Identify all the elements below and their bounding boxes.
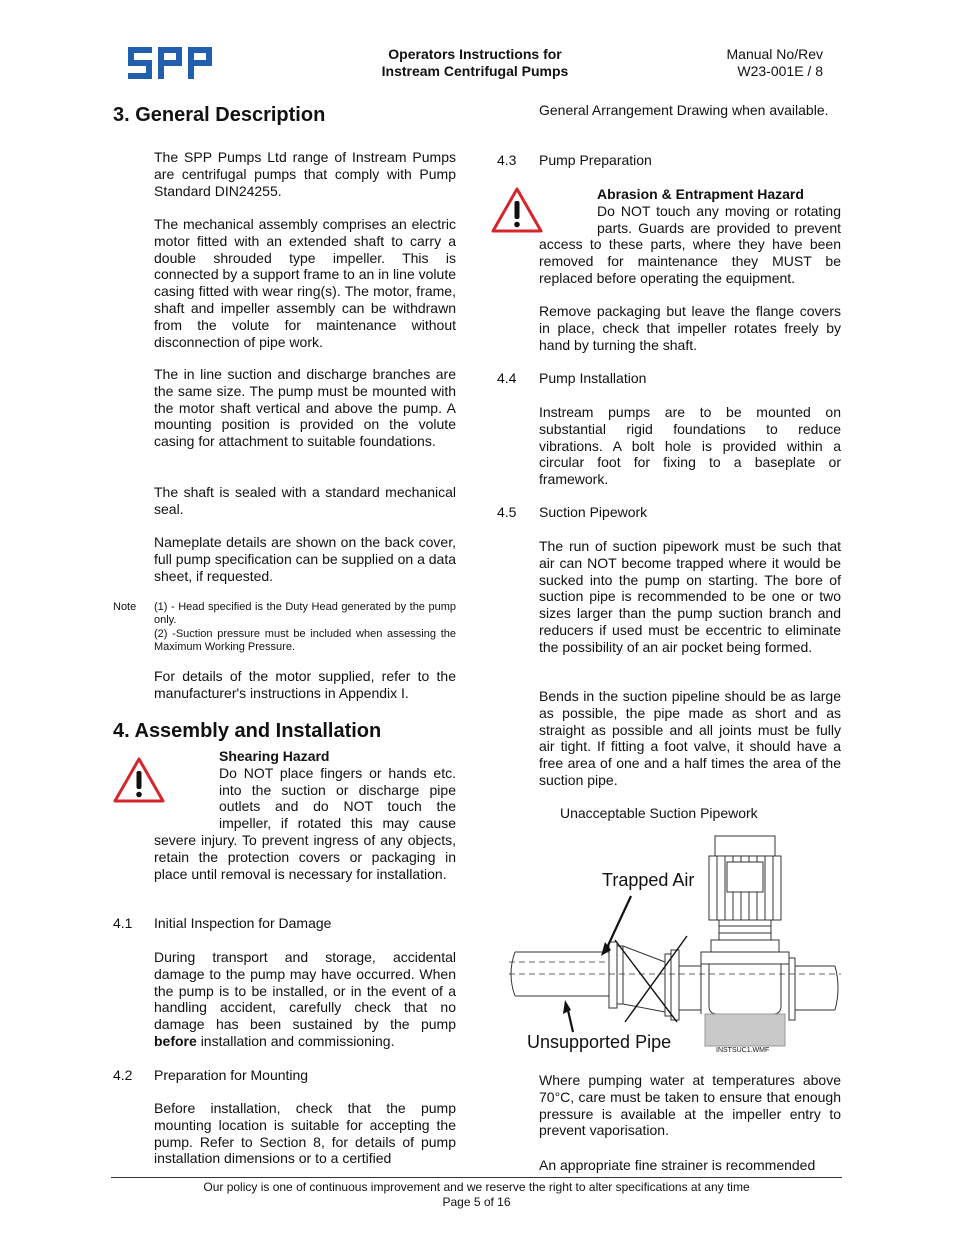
s44-title: Pump Installation xyxy=(539,370,647,386)
s42-text-continued: General Arrangement Drawing when available. xyxy=(539,102,829,118)
shearing-hazard-title: Shearing Hazard xyxy=(219,748,330,764)
section3-heading: 3. General Description xyxy=(113,104,326,126)
s3-para5: Nameplate details are shown on the back cover, full pump specification can be supplied on a data sheet, if requested. xyxy=(154,534,456,584)
s41-text: During transport and storage, accidental damage to the pump may have occurred. When the pump is to be installed, or in the event of a handling accident, carefully check that no damage has been sustained by the pump before installation and commissioning. xyxy=(154,949,456,1049)
s3-para2: The mechanical assembly comprises an electric motor fitted with an extended shaft to carry a double shrouded type impeller. This is connected by a support frame to an in line volute casing fitted with wear ring(s). The motor, frame, shaft and impeller assembly can be withdrawn from the volute for maintenance without disconnection of pipe work. xyxy=(154,216,456,350)
warning-triangle-icon xyxy=(490,186,544,234)
s43-number: 4.3 xyxy=(497,152,517,168)
suction-pipework-figure xyxy=(505,800,845,1060)
figure-caption: Unacceptable Suction Pipework xyxy=(560,805,758,821)
manual-label: Manual No/Rev xyxy=(726,46,823,62)
figure-file-name: INSTSUC1.WMF xyxy=(716,1047,770,1054)
s45-text1: The run of suction pipework must be such that air can NOT become trapped where it would be sucked into the pump on starting. The bore of suction pipe is recommended to be one or two sizes larger than the pump suction branch and reducers if used must be eccentric to eliminate the possibility of an air pocket being formed. xyxy=(539,538,841,655)
s3-para3: The in line suction and discharge branches are the same size. The pump must be mounted with the motor shaft vertical and above the pump. A mounting position is provided on the volute casing for attachment to suitable foundations. xyxy=(154,366,456,450)
header-title-line1: Operators Instructions for xyxy=(388,46,562,62)
footer-policy: Our policy is one of continuous improvement and we reserve the right to alter specifications at any time xyxy=(203,1180,750,1194)
s45-text4: An appropriate fine strainer is recommended xyxy=(539,1157,816,1173)
trapped-air-label: Trapped Air xyxy=(602,870,695,890)
shearing-hazard-text: Do NOT place fingers or hands etc. into the suction or discharge pipe outlets and do NOT touch the impeller, if rotated this may cause severe injury. To prevent ingress of any objects, retain the protection covers or packaging in place until removal is necessary for installation. xyxy=(154,764,456,882)
s42-text: Before installation, check that the pump mounting location is suitable for accepting the pump. Refer to Section 8, for details of pump installation dimensions or to a certified xyxy=(154,1100,456,1167)
abrasion-hazard-title: Abrasion & Entrapment Hazard xyxy=(597,186,804,202)
note-label: Note xyxy=(113,601,137,613)
spp-logo xyxy=(128,47,212,79)
s42-title: Preparation for Mounting xyxy=(154,1067,309,1083)
s44-number: 4.4 xyxy=(497,370,517,386)
s45-text2: Bends in the suction pipeline should be as large as possible, the pipe made as short and as straight as possible and all joints must be fully air tight. If fitting a foot valve, it should have a free area of one and a half times the area of the suction pipe. xyxy=(539,688,841,788)
section4-heading: 4. Assembly and Installation xyxy=(113,720,382,742)
header-title-line2: Instream Centrifugal Pumps xyxy=(381,63,569,79)
s42-number: 4.2 xyxy=(113,1067,133,1083)
s45-title: Suction Pipework xyxy=(539,504,648,520)
footer-divider xyxy=(111,1177,842,1178)
s41-number: 4.1 xyxy=(113,915,133,931)
s41-title: Initial Inspection for Damage xyxy=(154,915,332,931)
s45-text3: Where pumping water at temperatures above 70°C, care must be taken to ensure that enough pressure is available at the impeller entry to prevent vaporisation. xyxy=(539,1072,841,1139)
note-1: (1) - Head specified is the Duty Head generated by the pump only. xyxy=(154,601,456,626)
page-number: Page 5 of 16 xyxy=(442,1195,511,1209)
s3-para6: For details of the motor supplied, refer to the manufacturer's instructions in Appendix I. xyxy=(154,668,456,701)
s44-text: Instream pumps are to be mounted on substantial rigid foundations to reduce vibrations. A bolt hole is provided within a circular foot for fixing to a baseplate or framework. xyxy=(539,404,841,488)
s43-title: Pump Preparation xyxy=(539,152,652,168)
note-2: (2) -Suction pressure must be included when assessing the Maximum Working Pressure. xyxy=(154,628,456,653)
s3-para1: The SPP Pumps Ltd range of Instream Pumps are centrifugal pumps that comply with Pump Standard DIN24255. xyxy=(154,149,456,199)
abrasion-hazard-text: Do NOT touch any moving or rotating parts. Guards are provided to prevent access to these parts, where they have been removed for maintenance they MUST be replaced before operating the equipment. xyxy=(539,202,841,286)
unsupported-pipe-label: Unsupported Pipe xyxy=(527,1032,672,1052)
s3-para4: The shaft is sealed with a standard mechanical seal. xyxy=(154,484,456,517)
s43-text: Remove packaging but leave the flange covers in place, check that impeller rotates freely by hand by turning the shaft. xyxy=(539,303,841,353)
s45-number: 4.5 xyxy=(497,504,517,520)
manual-number: W23-001E / 8 xyxy=(737,63,823,79)
